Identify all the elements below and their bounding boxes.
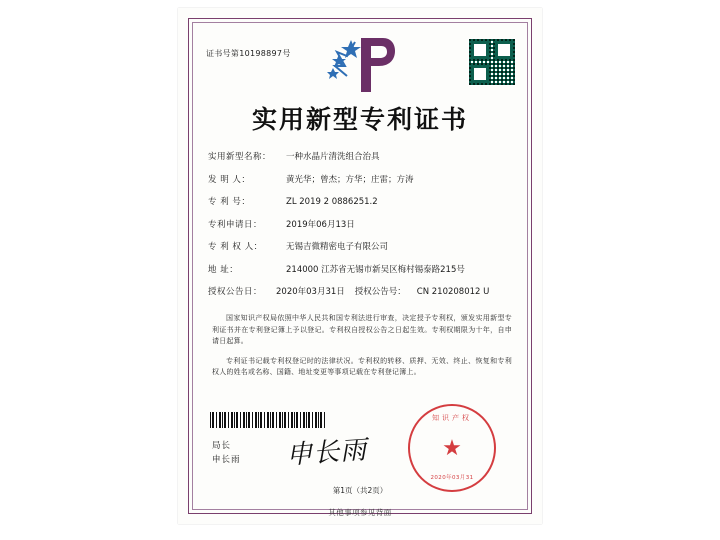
footnote: 其他事项参见背面 xyxy=(328,508,392,517)
field-value-publication-date: 2020年03月31日 xyxy=(276,287,345,297)
page-title: 实用新型专利证书 xyxy=(251,105,468,134)
director-signature: 申长雨 xyxy=(285,435,369,471)
field-row xyxy=(208,195,514,207)
field-label: 地 址： xyxy=(208,264,239,275)
qr-code-icon xyxy=(468,38,516,86)
paragraph: 国家知识产权局依照中华人民共和国专利法进行审查，决定授予专利权，颁发实用新型专利证书并在专利登记簿上予以登记。专利权自授权公告之日起生效。专利权期限为十年，自申请日起算。 xyxy=(212,314,512,346)
certificate-number: 证书号第10198897号 xyxy=(206,49,291,58)
field-row xyxy=(208,218,514,230)
field-value-publication-no: CN 210208012 U xyxy=(416,287,490,297)
paragraph: 专利证书记载专利权登记时的法律状况。专利权的转移、质押、无效、终止、恢复和专利权人的姓名或名称、国籍、地址变更等事项记载在专利登记簿上。 xyxy=(212,356,512,377)
field-value: 无锡吉微精密电子有限公司 xyxy=(286,242,389,252)
field-row-publication xyxy=(208,285,514,297)
field-value: ZL 2019 2 0886251.2 xyxy=(286,197,378,207)
certificate-sheet xyxy=(178,8,542,524)
field-label-publication-no: 授权公告号： xyxy=(354,287,406,297)
field-label: 专利申请日： xyxy=(208,219,263,230)
field-row xyxy=(208,240,514,252)
field-label-publication-date: 授权公告日： xyxy=(208,287,263,297)
patent-fields xyxy=(208,150,514,308)
legal-paragraphs xyxy=(212,313,512,387)
field-value: 214000 江苏省无锡市新吴区梅村锡泰路215号 xyxy=(286,264,465,275)
field-value: 一种水晶片清洗组合治具 xyxy=(286,152,380,162)
field-label: 实用新型名称： xyxy=(208,152,272,162)
field-label: 发 明 人： xyxy=(208,174,251,185)
field-row xyxy=(208,173,514,185)
field-row xyxy=(208,263,514,275)
field-value: 2019年06月13日 xyxy=(286,219,355,230)
seal-center-glyph: ★ xyxy=(442,435,462,460)
field-label: 专 利 号： xyxy=(208,197,251,207)
page-number: 第1页（共2页） xyxy=(332,486,388,495)
barcode-icon xyxy=(210,412,326,428)
seal-top-text: 知识产权 xyxy=(432,414,472,422)
director-block xyxy=(212,440,241,467)
director-name: 申长雨 xyxy=(212,454,241,465)
director-label: 局长 xyxy=(212,441,232,451)
field-value: 黄光华；曾杰；方华；庄雷；方涛 xyxy=(286,174,414,185)
field-label: 专 利 权 人： xyxy=(208,242,263,252)
patent-emblem-icon xyxy=(321,36,399,94)
seal-date: 2020年03月31 xyxy=(430,475,474,481)
official-red-seal-icon xyxy=(408,404,496,492)
field-row xyxy=(208,150,514,162)
